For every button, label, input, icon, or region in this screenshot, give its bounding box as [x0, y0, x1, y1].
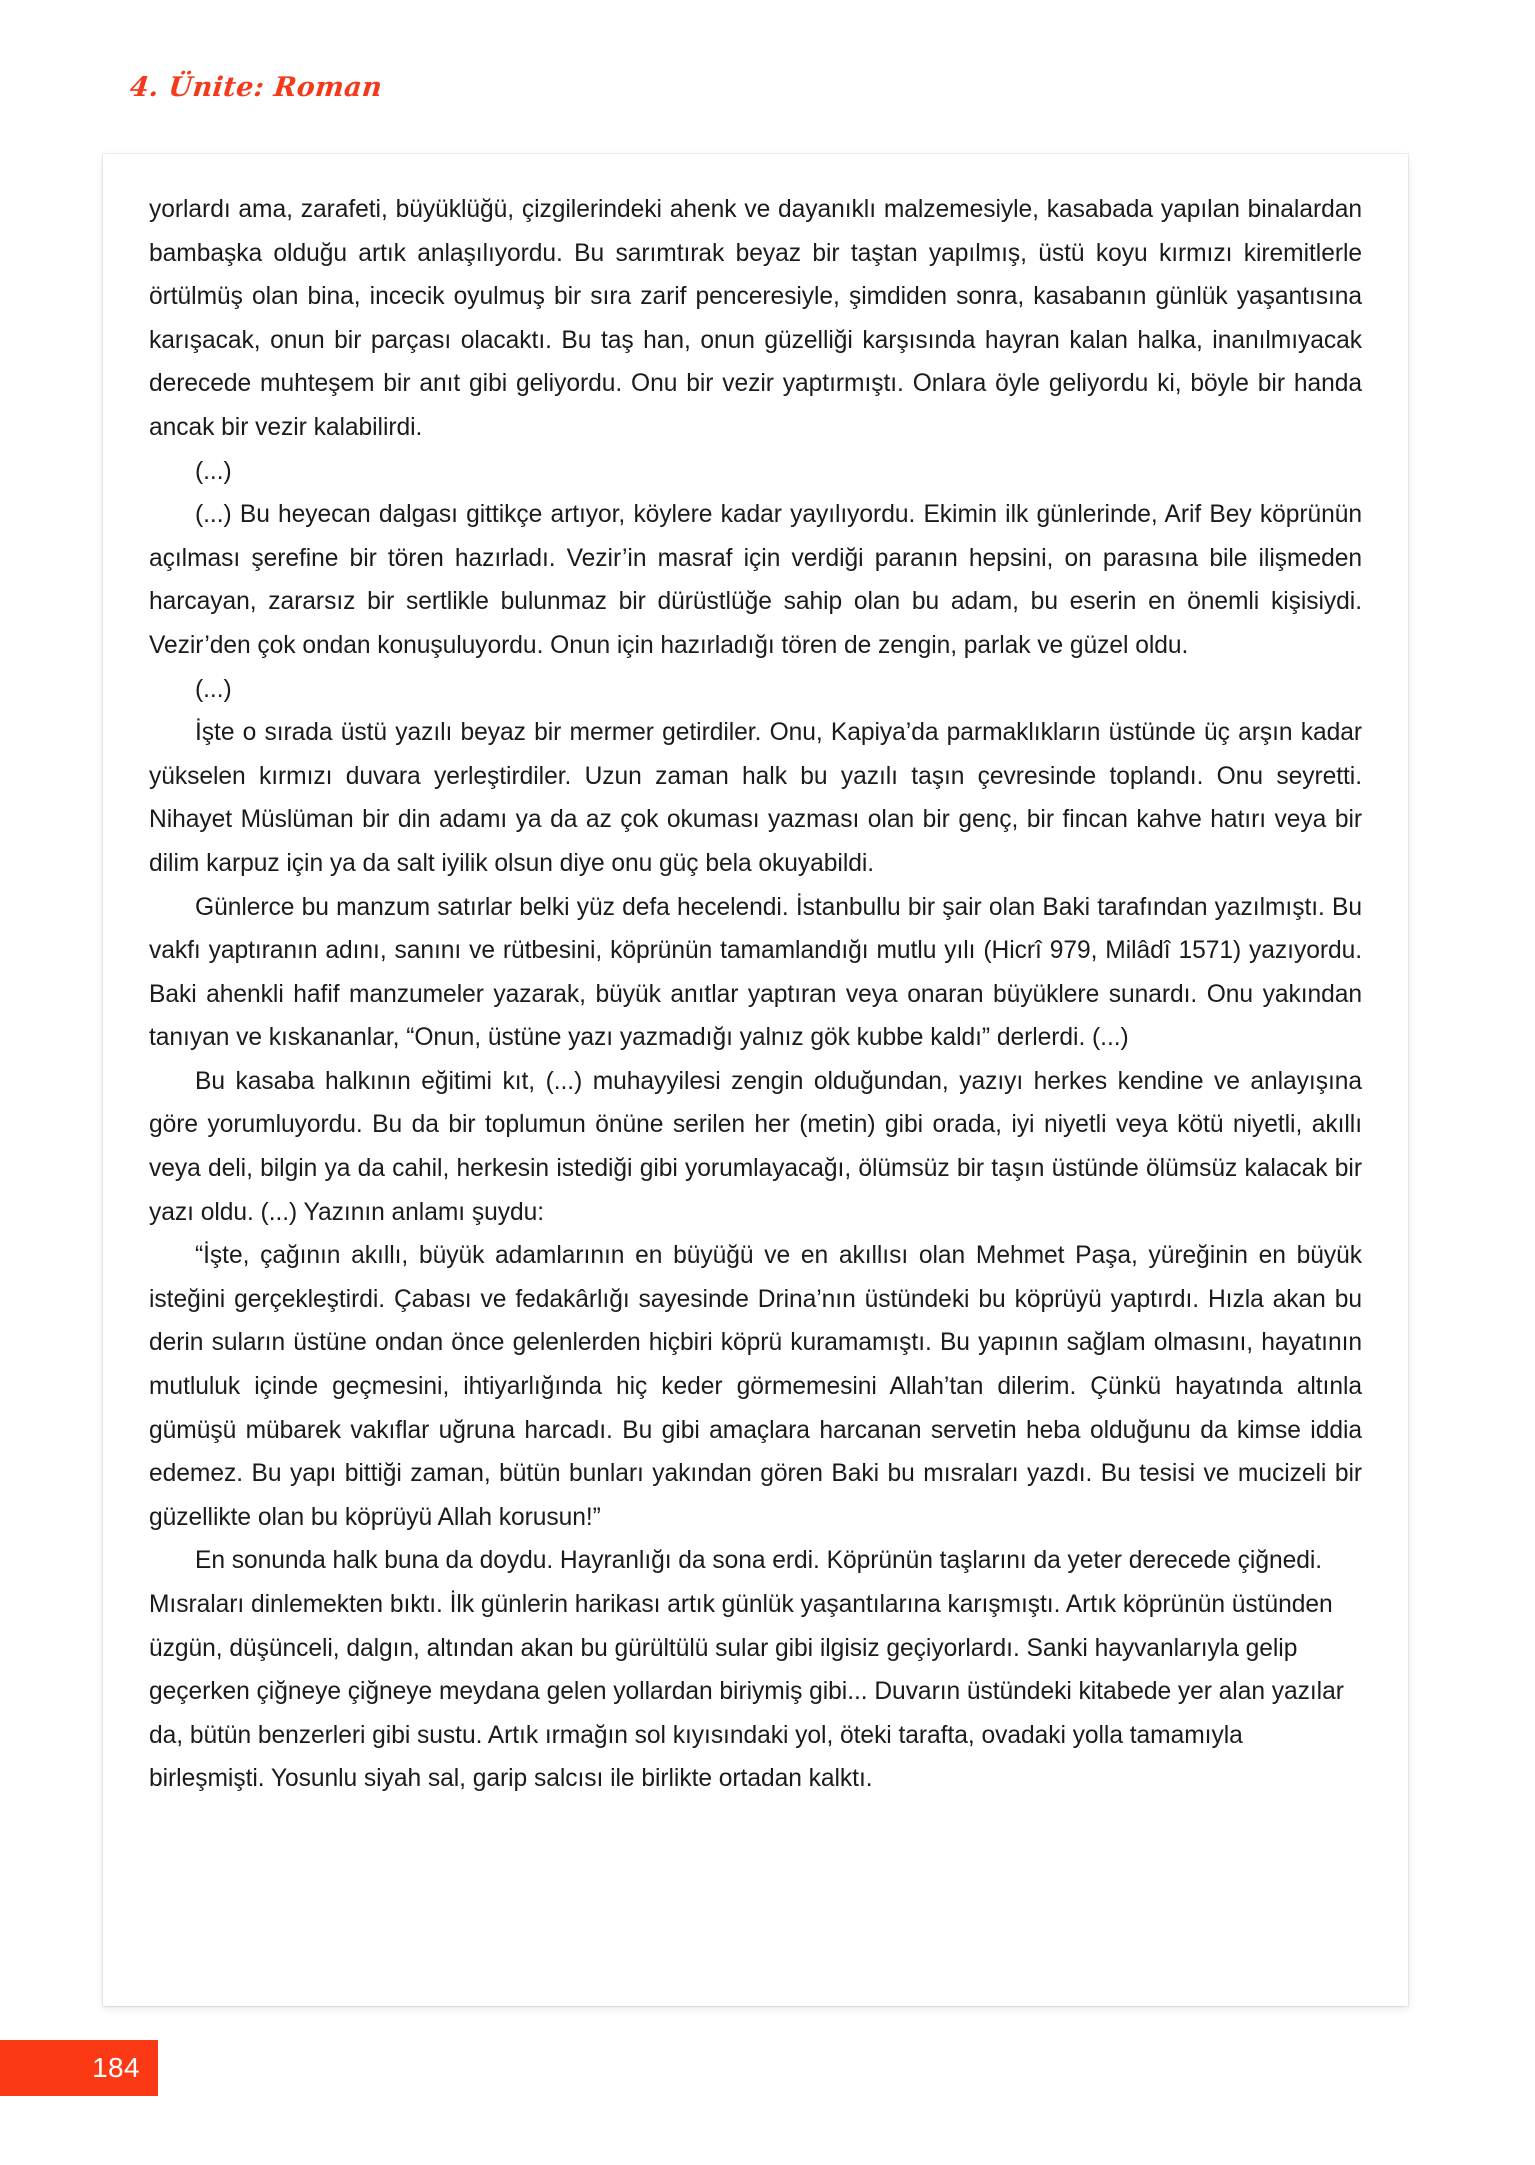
paragraph-kasaba-halki: Bu kasaba halkının eğitimi kıt, (...) muhayyilesi zengin olduğundan, yazıyı herkes kendine ve anlayışına göre yorumluyordu. Bu da bir toplumun önüne serilen her (metin) gibi orada, iyi niyetli veya kötü niyetli, akıllı veya deli, bilgin ya da cahil, herkesin istediği gibi yorumlayacağı, ölümsüz bir taşın üstünde ölümsüz kalacak bir yazı oldu. (...) Yazının anlamı şuydu:: [149, 1067, 1362, 1226]
paragraph-mermer: İşte o sırada üstü yazılı beyaz bir mermer getirdiler. Onu, Kapiya’da parmaklıkların üstünde üç arşın kadar yükselen kırmızı duvara yerleştirdiler. Uzun zaman halk bu yazılı taşın çevresinde toplandı. Onu seyretti. Nihayet Müslüman bir din adamı ya da az çok okuması yazması olan bir genç, bir fincan kahve hatırı veya bir dilim karpuz için ya da salt iyilik olsun diye onu güç bela okuyabildi.: [149, 719, 1362, 877]
paragraph-kitabe-quote: “İşte, çağının akıllı, büyük adamlarının en büyüğü ve en akıllısı olan Mehmet Paşa, yüreğinin en büyük isteğini gerçekleştirdi. Çabası ve fedakârlığı sayesinde Drina’nın üstündeki bu köprüyü yaptırdı. Hızla akan bu derin suların üstüne ondan önce gelenlerden hiçbiri köprü kuramamıştı. Bu yapının sağlam olmasını, hayatının mutluluk içinde geçmesini, ihtiyarlığında hiç keder görmemesini Allah’tan dilerim. Çünkü hayatında altınla gümüşü mübarek vakıflar uğruna harcadı. Bu gibi amaçlara harcanan servetin heba olduğunu da kimse iddia edemez. Bu yapı bittiği zaman, bütün bunları yakından gören Baki bu mısraları yazdı. Bu tesisi ve mucizeli bir güzellikte olan bu köprüyü Allah korusun!”: [149, 1242, 1362, 1531]
page-number-chip: [0, 2040, 158, 2096]
content-card: [103, 154, 1408, 2006]
page-number: 184: [92, 2052, 140, 2083]
unit-header-title: 4. Ünite: Roman: [128, 71, 384, 103]
paragraph-ellipsis-1: (...): [195, 457, 232, 485]
paragraph-heyecan-dalgasi: (...) Bu heyecan dalgası gittikçe artıyor, köylere kadar yayılıyordu. Ekimin ilk günlerinde, Arif Bey köprünün açılması şerefine bir tören hazırladı. Vezir’in masraf için verdiği paranın hepsini, on parasına bile ilişmeden harcayan, zararsız bir sertlikle bulunmaz bir dürüstlüğe sahip olan bu adam, bu eserin en önemli kişisiydi. Vezir’den çok ondan konuşuluyordu. Onun için hazırladığı tören de zengin, parlak ve güzel oldu.: [149, 501, 1362, 659]
paragraph-ellipsis-2: (...): [195, 675, 232, 703]
paragraph-en-sonunda: En sonunda halk buna da doydu. Hayranlığı da sona erdi. Köprünün taşlarını da yeter derecede çiğnedi. Mısraları dinlemekten bıktı. İlk günlerin harikası artık günlük yaşantılarına karışmıştı. Artık köprünün üstünden üzgün, düşünceli, dalgın, altından akan bu gürültülü sular gibi ilgisiz geçiyorlardı. Sanki hayvanlarıyla gelip geçerken çiğneye çiğneye meydana gelen yollardan biriymiş gibi... Duvarın üstündeki kitabede yer alan yazılar da, bütün benzerleri gibi sustu. Artık ırmağın sol kıyısındaki yol, öteki tarafta, ovadaki yolla tamamıyla birleşmişti. Yosunlu siyah sal, garip salcısı ile birlikte ortadan kalktı.: [149, 1547, 1344, 1793]
body-text-block: [149, 188, 1362, 1801]
running-head: [130, 66, 382, 108]
paragraph-continuation: yorlardı ama, zarafeti, büyüklüğü, çizgilerindeki ahenk ve dayanıklı malzemesiyle, kasabada yapılan binalardan bambaşka olduğu artık anlaşılıyordu. Bu sarımtırak beyaz bir taştan yapılmış, üstü koyu kırmızı kiremitlerle örtülmüş olan bina, incecik oyulmuş bir sıra zarif penceresiyle, şimdiden sonra, kasabanın günlük yaşantısına karışacak, onun bir parçası olacaktı. Bu taş han, onun güzelliği karşısında hayran kalan halka, inanılmıyacak derecede muhteşem bir anıt gibi geliyordu. Onu bir vezir yaptırmıştı. Onlara öyle geliyordu ki, böyle bir handa ancak bir vezir kalabilirdi.: [149, 196, 1362, 441]
paragraph-manzum-satirlar: Günlerce bu manzum satırlar belki yüz defa hecelendi. İstanbullu bir şair olan Baki tarafından yazılmıştı. Bu vakfı yaptıranın adını, sanını ve rütbesini, köprünün tamamlandığı mutlu yılı (Hicrî 979, Milâdî 1571) yazıyordu. Baki ahenkli hafif manzumeler yazarak, büyük anıtlar yaptıran veya onaran büyüklere sunardı. Onu yakından tanıyan ve kıskananlar, “Onun, üstüne yazı yazmadığı yalnız gök kubbe kaldı” derlerdi. (...): [149, 893, 1362, 1052]
